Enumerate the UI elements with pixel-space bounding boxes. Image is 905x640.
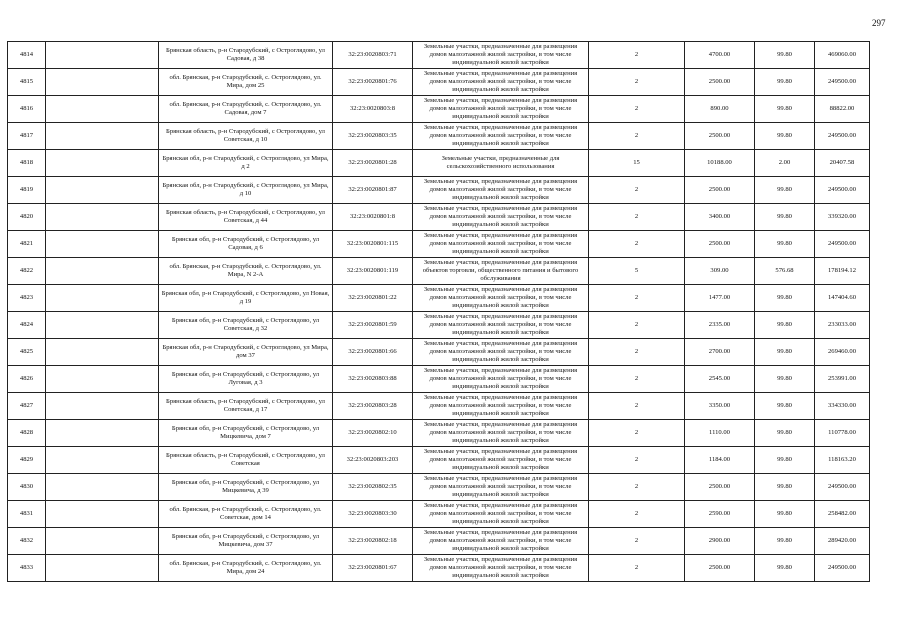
area-cell: 2500.00 [685,69,755,96]
land-use-cell: Земельные участки, предназначенные для размещения домов малоэтажной жилой застройки, в том числе индивидуальной жилой застройки [413,285,589,312]
specific-value-cell: 99.80 [755,528,815,555]
category-cell: 2 [589,420,685,447]
row-number-cell: 4824 [8,312,46,339]
table-row [8,447,870,474]
specific-value-cell: 99.80 [755,42,815,69]
area-cell: 10188.00 [685,150,755,177]
table-row [8,96,870,123]
row-number-cell: 4830 [8,474,46,501]
cadastral-value-cell: 339320.00 [815,204,870,231]
category-cell: 2 [589,339,685,366]
table-row [8,474,870,501]
land-use-cell: Земельные участки, предназначенные для размещения домов малоэтажной жилой застройки, в том числе индивидуальной жилой застройки [413,204,589,231]
land-use-cell: Земельные участки, предназначенные для размещения домов малоэтажной жилой застройки, в том числе индивидуальной жилой застройки [413,420,589,447]
row-number-cell: 4814 [8,42,46,69]
address-cell: Брянская область, р-н Стародубский, с Остроглядово, ул Советская, д 17 [159,393,333,420]
row-number-cell: 4821 [8,231,46,258]
land-use-cell: Земельные участки, предназначенные для размещения домов малоэтажной жилой застройки, в том числе индивидуальной жилой застройки [413,123,589,150]
cadastral-value-cell: 249500.00 [815,474,870,501]
area-cell: 3400.00 [685,204,755,231]
specific-value-cell: 99.80 [755,231,815,258]
address-cell: Брянская обл, р-н Стародубский, с Остроглядово, ул Луговая, д 3 [159,366,333,393]
row-number-cell: 4820 [8,204,46,231]
row-number-cell: 4817 [8,123,46,150]
row-number-cell: 4832 [8,528,46,555]
row-number-cell: 4831 [8,501,46,528]
address-cell: обл. Брянская, р-н Стародубский, с. Остроглядово, ул. Мира, дом 25 [159,69,333,96]
empty-cell [46,177,159,204]
category-cell: 2 [589,231,685,258]
row-number-cell: 4822 [8,258,46,285]
row-number-cell: 4826 [8,366,46,393]
table-row [8,69,870,96]
cadastral-number-cell: 32:23:0020801:66 [333,339,413,366]
land-use-cell: Земельные участки, предназначенные для размещения домов малоэтажной жилой застройки, в том числе индивидуальной жилой застройки [413,555,589,582]
land-use-cell: Земельные участки, предназначенные для размещения домов малоэтажной жилой застройки, в том числе индивидуальной жилой застройки [413,69,589,96]
area-cell: 2545.00 [685,366,755,393]
cadastral-value-cell: 253991.00 [815,366,870,393]
category-cell: 2 [589,447,685,474]
cadastral-value-cell: 249500.00 [815,123,870,150]
cadastral-value-cell: 269460.00 [815,339,870,366]
table-row [8,555,870,582]
specific-value-cell: 576.68 [755,258,815,285]
cadastral-value-cell: 334330.00 [815,393,870,420]
specific-value-cell: 99.80 [755,177,815,204]
land-use-cell: Земельные участки, предназначенные для размещения домов малоэтажной жилой застройки, в том числе индивидуальной жилой застройки [413,177,589,204]
row-number-cell: 4816 [8,96,46,123]
cadastral-value-cell: 233033.00 [815,312,870,339]
empty-cell [46,285,159,312]
cadastral-number-cell: 32:23:0020802:35 [333,474,413,501]
address-cell: Брянская область, р-н Стародубский, с Остроглядово, ул Советская, д 44 [159,204,333,231]
cadastral-value-cell: 289420.00 [815,528,870,555]
row-number-cell: 4815 [8,69,46,96]
cadastral-number-cell: 32:23:0020801:87 [333,177,413,204]
specific-value-cell: 99.80 [755,501,815,528]
cadastral-number-cell: 32:23:0020801:67 [333,555,413,582]
specific-value-cell: 99.80 [755,339,815,366]
land-registry-table [7,41,870,582]
empty-cell [46,123,159,150]
table-row [8,528,870,555]
cadastral-value-cell: 118163.20 [815,447,870,474]
address-cell: Брянская обл, р-н Стародубский, с Остроглядово, ул Мицкевича, дом 37 [159,528,333,555]
address-cell: Брянская область, р-н Стародубский, с Остроглядово, ул Садовая, д 38 [159,42,333,69]
empty-cell [46,231,159,258]
land-use-cell: Земельные участки, предназначенные для размещения домов малоэтажной жилой застройки, в том числе индивидуальной жилой застройки [413,393,589,420]
row-number-cell: 4818 [8,150,46,177]
address-cell: Брянская обл, р-н Стародубский, с Остроглядово, ул Советская, д 32 [159,312,333,339]
specific-value-cell: 99.80 [755,447,815,474]
land-use-cell: Земельные участки, предназначенные для размещения домов малоэтажной жилой застройки, в том числе индивидуальной жилой застройки [413,474,589,501]
specific-value-cell: 99.80 [755,393,815,420]
cadastral-value-cell: 249500.00 [815,555,870,582]
area-cell: 2500.00 [685,555,755,582]
row-number-cell: 4823 [8,285,46,312]
area-cell: 1110.00 [685,420,755,447]
empty-cell [46,474,159,501]
area-cell: 3350.00 [685,393,755,420]
category-cell: 2 [589,555,685,582]
address-cell: Брянская область, р-н Стародубский, с Остроглядово, ул Советская, д 10 [159,123,333,150]
row-number-cell: 4829 [8,447,46,474]
empty-cell [46,366,159,393]
area-cell: 2500.00 [685,177,755,204]
area-cell: 2500.00 [685,231,755,258]
cadastral-number-cell: 32:23:0020803:71 [333,42,413,69]
empty-cell [46,312,159,339]
row-number-cell: 4833 [8,555,46,582]
area-cell: 2700.00 [685,339,755,366]
empty-cell [46,42,159,69]
table-row [8,339,870,366]
land-use-cell: Земельные участки, предназначенные для размещения домов малоэтажной жилой застройки, в том числе индивидуальной жилой застройки [413,447,589,474]
row-number-cell: 4825 [8,339,46,366]
cadastral-value-cell: 178194.12 [815,258,870,285]
empty-cell [46,393,159,420]
specific-value-cell: 99.80 [755,204,815,231]
empty-cell [46,204,159,231]
specific-value-cell: 99.80 [755,96,815,123]
cadastral-value-cell: 88822.00 [815,96,870,123]
land-use-cell: Земельные участки, предназначенные для размещения домов малоэтажной жилой застройки, в том числе индивидуальной жилой застройки [413,312,589,339]
category-cell: 2 [589,312,685,339]
cadastral-value-cell: 20407.58 [815,150,870,177]
cadastral-number-cell: 32:23:0020801:115 [333,231,413,258]
cadastral-value-cell: 258482.00 [815,501,870,528]
address-cell: обл. Брянская, р-н Стародубский, с. Остроглядово, ул. Садовая, дом 7 [159,96,333,123]
category-cell: 2 [589,366,685,393]
table-row [8,393,870,420]
area-cell: 1477.00 [685,285,755,312]
address-cell: обл. Брянская, р-н Стародубский, с. Остроглядово, ул. Советская, дом 14 [159,501,333,528]
land-use-cell: Земельные участки, предназначенные для размещения домов малоэтажной жилой застройки, в том числе индивидуальной жилой застройки [413,96,589,123]
specific-value-cell: 2.00 [755,150,815,177]
land-use-cell: Земельные участки, предназначенные для размещения домов малоэтажной жилой застройки, в том числе индивидуальной жилой застройки [413,339,589,366]
row-number-cell: 4827 [8,393,46,420]
area-cell: 2500.00 [685,474,755,501]
address-cell: Брянская обл, р-н Стародубский, с Остроглядово, ул Садовая, д 6 [159,231,333,258]
specific-value-cell: 99.80 [755,366,815,393]
empty-cell [46,69,159,96]
empty-cell [46,555,159,582]
cadastral-number-cell: 32:23:0020803:88 [333,366,413,393]
table-row [8,42,870,69]
empty-cell [46,96,159,123]
area-cell: 890.00 [685,96,755,123]
table-row [8,204,870,231]
table-row [8,123,870,150]
area-cell: 309.00 [685,258,755,285]
land-use-cell: Земельные участки, предназначенные для размещения домов малоэтажной жилой застройки, в том числе индивидуальной жилой застройки [413,231,589,258]
empty-cell [46,339,159,366]
land-use-cell: Земельные участки, предназначенные для сельскохозяйственного использования [413,150,589,177]
area-cell: 2590.00 [685,501,755,528]
page-number: 297 [872,18,886,28]
specific-value-cell: 99.80 [755,285,815,312]
empty-cell [46,258,159,285]
address-cell: обл. Брянская, р-н Стародубский, с. Остроглядово, ул. Мира, дом 24 [159,555,333,582]
category-cell: 2 [589,69,685,96]
table-row [8,258,870,285]
category-cell: 2 [589,285,685,312]
address-cell: Брянская обл, р-н Стародубский, с Остроглядово, ул Мицкевича, д 39 [159,474,333,501]
cadastral-value-cell: 110778.00 [815,420,870,447]
table-row [8,312,870,339]
empty-cell [46,150,159,177]
address-cell: Брянская обл, р-н Стародубский, с Остроглядово, ул Мицкевича, дом 7 [159,420,333,447]
category-cell: 2 [589,204,685,231]
cadastral-number-cell: 32:23:0020801:76 [333,69,413,96]
table-row [8,366,870,393]
category-cell: 2 [589,393,685,420]
empty-cell [46,501,159,528]
category-cell: 15 [589,150,685,177]
specific-value-cell: 99.80 [755,312,815,339]
land-use-cell: Земельные участки, предназначенные для размещения объектов торговли, общественного питания и бытового обслуживания [413,258,589,285]
category-cell: 2 [589,42,685,69]
address-cell: Брянская обл, р-н Стародубский, с Остроглядово, ул Мира, дом 37 [159,339,333,366]
specific-value-cell: 99.80 [755,474,815,501]
category-cell: 5 [589,258,685,285]
cadastral-number-cell: 32:23:0020803:35 [333,123,413,150]
empty-cell [46,420,159,447]
cadastral-number-cell: 32:23:0020802:18 [333,528,413,555]
cadastral-value-cell: 249500.00 [815,231,870,258]
address-cell: Брянская область, р-н Стародубский, с Остроглядово, ул Советская [159,447,333,474]
area-cell: 1184.00 [685,447,755,474]
area-cell: 4700.00 [685,42,755,69]
category-cell: 2 [589,528,685,555]
category-cell: 2 [589,501,685,528]
table-row [8,420,870,447]
address-cell: Брянская обл, р-н Стародубский, с Остроглядово, ул Новая, д 19 [159,285,333,312]
cadastral-number-cell: 32:23:0020801:28 [333,150,413,177]
cadastral-number-cell: 32:23:0020801:22 [333,285,413,312]
area-cell: 2335.00 [685,312,755,339]
cadastral-value-cell: 249500.00 [815,177,870,204]
land-use-cell: Земельные участки, предназначенные для размещения домов малоэтажной жилой застройки, в том числе индивидуальной жилой застройки [413,42,589,69]
cadastral-number-cell: 32:23:0020801:59 [333,312,413,339]
land-use-cell: Земельные участки, предназначенные для размещения домов малоэтажной жилой застройки, в том числе индивидуальной жилой застройки [413,528,589,555]
specific-value-cell: 99.80 [755,123,815,150]
empty-cell [46,447,159,474]
specific-value-cell: 99.80 [755,555,815,582]
address-cell: Брянская обл, р-н Стародубский, с Остроглядово, ул Мира, д 2 [159,150,333,177]
cadastral-value-cell: 469060.00 [815,42,870,69]
table-body [8,42,870,582]
table-row [8,231,870,258]
specific-value-cell: 99.80 [755,420,815,447]
cadastral-number-cell: 32:23:0020803:8 [333,96,413,123]
cadastral-value-cell: 147404.60 [815,285,870,312]
address-cell: обл. Брянская, р-н Стародубский, с. Остроглядово, ул. Мира, N 2-А [159,258,333,285]
cadastral-number-cell: 32:23:0020801:119 [333,258,413,285]
cadastral-number-cell: 32:23:0020803:28 [333,393,413,420]
cadastral-number-cell: 32:23:0020803:203 [333,447,413,474]
cadastral-value-cell: 249500.00 [815,69,870,96]
empty-cell [46,528,159,555]
land-use-cell: Земельные участки, предназначенные для размещения домов малоэтажной жилой застройки, в том числе индивидуальной жилой застройки [413,501,589,528]
specific-value-cell: 99.80 [755,69,815,96]
table-row [8,285,870,312]
area-cell: 2900.00 [685,528,755,555]
land-use-cell: Земельные участки, предназначенные для размещения домов малоэтажной жилой застройки, в том числе индивидуальной жилой застройки [413,366,589,393]
row-number-cell: 4828 [8,420,46,447]
cadastral-number-cell: 32:23:0020801:8 [333,204,413,231]
category-cell: 2 [589,96,685,123]
cadastral-number-cell: 32:23:0020803:30 [333,501,413,528]
table-row [8,150,870,177]
table-row [8,177,870,204]
area-cell: 2500.00 [685,123,755,150]
category-cell: 2 [589,123,685,150]
category-cell: 2 [589,177,685,204]
row-number-cell: 4819 [8,177,46,204]
category-cell: 2 [589,474,685,501]
table-row [8,501,870,528]
address-cell: Брянская обл, р-н Стародубский, с Остроглядово, ул Мира, д 10 [159,177,333,204]
cadastral-number-cell: 32:23:0020802:10 [333,420,413,447]
